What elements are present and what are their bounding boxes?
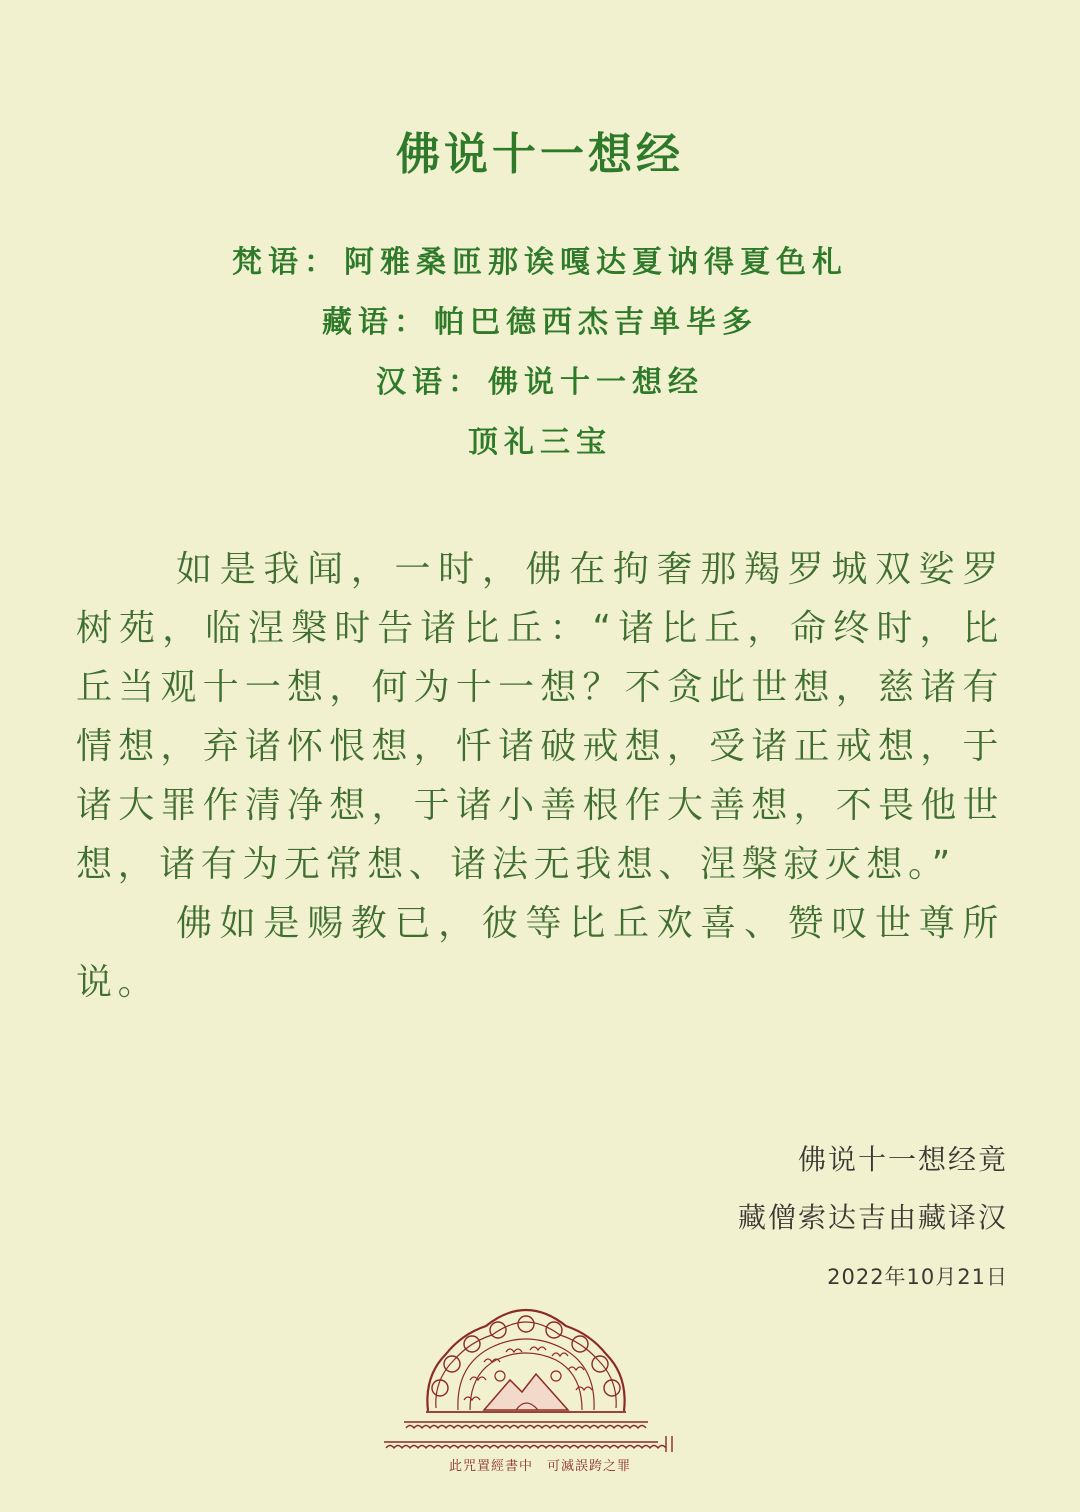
mantra-seal: [366, 1296, 686, 1506]
tibetan-label: 藏语：: [322, 305, 430, 340]
seal-caption: 此咒置經書中 可滅誤跨之罪: [448, 1459, 631, 1474]
page-title: 佛说十一想经: [396, 129, 684, 180]
sutra-body: [76, 540, 1004, 1012]
chinese-label: 汉语：: [376, 365, 484, 400]
sutra-names-block: [0, 238, 1080, 478]
sanskrit-name: 阿雅桑匝那诶嘎达夏讷得夏色札: [344, 245, 848, 280]
homage-line: 顶礼三宝: [468, 425, 612, 460]
body-paragraph-2: 佛如是赐教已，彼等比丘欢喜、赞叹世尊所说。: [76, 903, 1004, 1003]
sanskrit-name-line: [0, 238, 1080, 298]
sanskrit-label: 梵语：: [232, 245, 340, 280]
chinese-name-line: [0, 358, 1080, 418]
colophon-date: 2022年10月21日: [827, 1265, 1008, 1289]
body-paragraph-1: 如是我闻，一时，佛在拘奢那羯罗城双娑罗树苑，临涅槃时告诸比丘：“诸比丘，命终时，比丘当观十一想，何为十一想？不贪此世想，慈诸有情想，弃诸怀恨想，忏诸破戒想，受诸正戒想，于诸大罪作清净想，于诸小善根作大善想，不畏他世想，诸有为无常想、诸法无我想、涅槃寂灭想。”: [76, 549, 1004, 885]
colophon-end: 佛说十一想经竟: [797, 1143, 1008, 1176]
chinese-name: 佛说十一想经: [488, 365, 704, 400]
colophon-translator: 藏僧索达吉由藏译汉: [737, 1201, 1008, 1234]
mantra-seal-graphic: [366, 1296, 686, 1506]
tibetan-name-line: [0, 298, 1080, 358]
tibetan-name: 帕巴德西杰吉单毕多: [434, 305, 758, 340]
